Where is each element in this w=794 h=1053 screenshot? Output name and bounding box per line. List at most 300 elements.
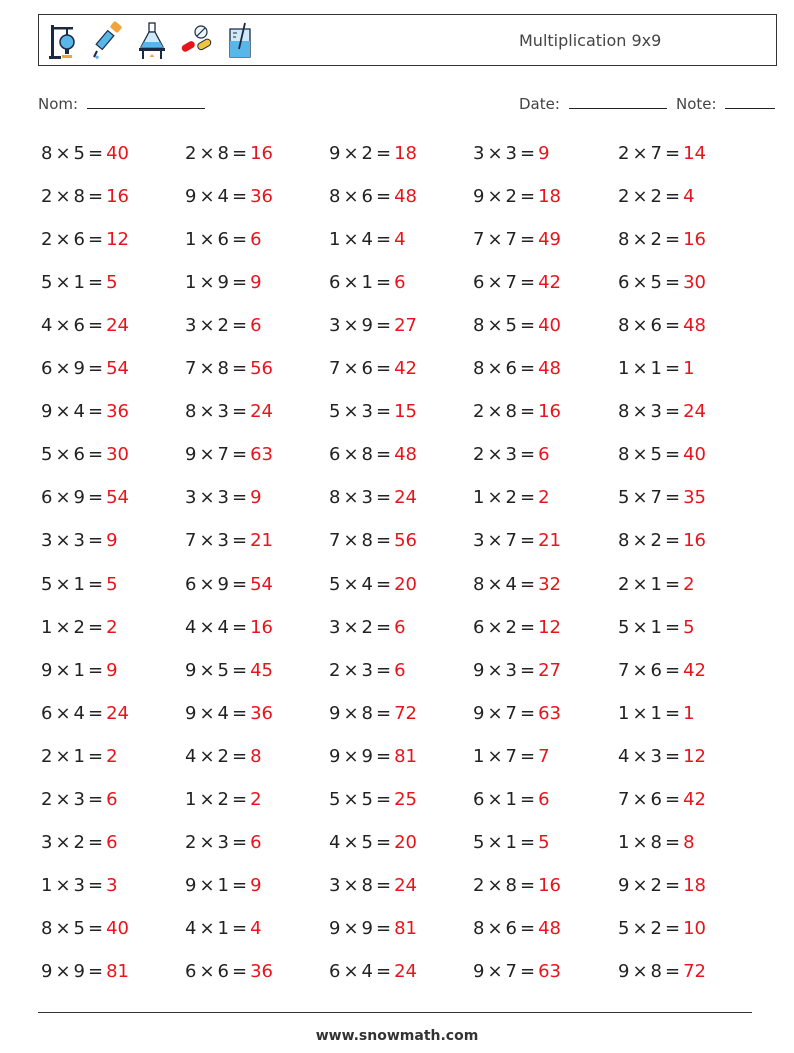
equals-sign: = — [376, 401, 392, 422]
times-sign: × — [343, 789, 359, 810]
times-sign: × — [199, 487, 215, 508]
problem-item — [41, 530, 118, 551]
problem-item — [618, 358, 695, 379]
times-sign: × — [55, 832, 71, 853]
answer: 8 — [250, 746, 262, 767]
problem-item — [618, 272, 706, 293]
factor-a: 8 — [618, 229, 630, 250]
times-sign: × — [487, 875, 503, 896]
factor-b: 3 — [505, 143, 517, 164]
factor-a: 2 — [41, 229, 53, 250]
problem-item — [185, 703, 273, 724]
times-sign: × — [343, 574, 359, 595]
factor-a: 6 — [329, 961, 341, 982]
times-sign: × — [632, 746, 648, 767]
problem-item — [329, 746, 417, 767]
factor-a: 3 — [329, 315, 341, 336]
problem-item — [473, 272, 561, 293]
answer: 24 — [394, 487, 417, 508]
factor-b: 5 — [217, 660, 229, 681]
date-label: Date: — [519, 95, 560, 113]
answer: 2 — [106, 746, 118, 767]
times-sign: × — [343, 272, 359, 293]
factor-b: 9 — [361, 746, 373, 767]
factor-a: 1 — [473, 746, 485, 767]
factor-b: 7 — [505, 961, 517, 982]
factor-b: 2 — [217, 746, 229, 767]
factor-b: 1 — [217, 875, 229, 896]
times-sign: × — [199, 832, 215, 853]
factor-b: 8 — [217, 143, 229, 164]
answer: 27 — [394, 315, 417, 336]
times-sign: × — [487, 703, 503, 724]
factor-b: 6 — [217, 229, 229, 250]
equals-sign: = — [520, 918, 536, 939]
factor-a: 1 — [473, 487, 485, 508]
factor-a: 9 — [41, 401, 53, 422]
equals-sign: = — [376, 574, 392, 595]
factor-a: 9 — [185, 660, 197, 681]
factor-a: 1 — [618, 358, 630, 379]
factor-a: 6 — [473, 272, 485, 293]
equals-sign: = — [520, 229, 536, 250]
times-sign: × — [487, 401, 503, 422]
problem-item — [41, 143, 129, 164]
factor-b: 7 — [505, 746, 517, 767]
factor-b: 3 — [217, 530, 229, 551]
equals-sign: = — [665, 703, 681, 724]
factor-a: 9 — [185, 444, 197, 465]
factor-a: 8 — [185, 401, 197, 422]
problem-item — [473, 186, 561, 207]
answer: 5 — [538, 832, 550, 853]
equals-sign: = — [665, 875, 681, 896]
factor-b: 2 — [361, 143, 373, 164]
factor-a: 6 — [329, 444, 341, 465]
problem-item — [41, 574, 118, 595]
equals-sign: = — [232, 574, 248, 595]
answer: 32 — [538, 574, 561, 595]
factor-b: 4 — [505, 574, 517, 595]
answer: 18 — [394, 143, 417, 164]
equals-sign: = — [232, 832, 248, 853]
equals-sign: = — [520, 186, 536, 207]
problem-item — [329, 574, 417, 595]
factor-a: 9 — [473, 961, 485, 982]
answer: 24 — [683, 401, 706, 422]
equals-sign: = — [376, 530, 392, 551]
factor-a: 9 — [329, 918, 341, 939]
factor-b: 9 — [73, 961, 85, 982]
equals-sign: = — [376, 746, 392, 767]
factor-a: 8 — [329, 186, 341, 207]
problem-item — [185, 617, 273, 638]
times-sign: × — [199, 875, 215, 896]
factor-a: 5 — [329, 574, 341, 595]
factor-b: 7 — [650, 143, 662, 164]
equals-sign: = — [665, 358, 681, 379]
problem-item — [473, 746, 550, 767]
answer: 81 — [394, 918, 417, 939]
factor-a: 9 — [41, 660, 53, 681]
problem-item — [41, 703, 129, 724]
factor-a: 9 — [185, 703, 197, 724]
answer: 5 — [106, 272, 118, 293]
problem-item — [329, 789, 417, 810]
equals-sign: = — [520, 574, 536, 595]
answer: 15 — [394, 401, 417, 422]
times-sign: × — [199, 143, 215, 164]
answer: 45 — [250, 660, 273, 681]
factor-a: 3 — [41, 530, 53, 551]
factor-a: 2 — [329, 660, 341, 681]
factor-a: 1 — [618, 832, 630, 853]
equals-sign: = — [520, 487, 536, 508]
factor-a: 2 — [618, 186, 630, 207]
equals-sign: = — [665, 574, 681, 595]
answer: 63 — [538, 961, 561, 982]
problem-item — [185, 444, 273, 465]
problem-item — [473, 660, 561, 681]
times-sign: × — [55, 875, 71, 896]
factor-a: 4 — [329, 832, 341, 853]
problem-item — [473, 444, 550, 465]
equals-sign: = — [376, 660, 392, 681]
answer: 48 — [538, 358, 561, 379]
factor-b: 1 — [361, 272, 373, 293]
equals-sign: = — [88, 703, 104, 724]
factor-a: 9 — [329, 703, 341, 724]
factor-a: 2 — [185, 143, 197, 164]
problem-item — [329, 358, 417, 379]
times-sign: × — [343, 358, 359, 379]
factor-a: 8 — [473, 918, 485, 939]
answer: 6 — [394, 660, 406, 681]
problem-item — [618, 703, 695, 724]
answer: 21 — [538, 530, 561, 551]
answer: 48 — [394, 444, 417, 465]
note-field — [676, 94, 775, 113]
answer: 36 — [250, 186, 273, 207]
times-sign: × — [199, 401, 215, 422]
factor-b: 7 — [505, 229, 517, 250]
equals-sign: = — [88, 272, 104, 293]
problem-item — [185, 315, 262, 336]
problem-item — [41, 789, 118, 810]
answer: 72 — [683, 961, 706, 982]
factor-b: 3 — [217, 487, 229, 508]
problem-item — [473, 574, 561, 595]
factor-a: 7 — [473, 229, 485, 250]
equals-sign: = — [232, 789, 248, 810]
factor-b: 8 — [73, 186, 85, 207]
factor-b: 2 — [650, 186, 662, 207]
equals-sign: = — [88, 229, 104, 250]
times-sign: × — [487, 530, 503, 551]
times-sign: × — [55, 143, 71, 164]
equals-sign: = — [232, 315, 248, 336]
factor-a: 4 — [185, 746, 197, 767]
answer: 20 — [394, 574, 417, 595]
times-sign: × — [487, 186, 503, 207]
equals-sign: = — [520, 143, 536, 164]
problem-item — [329, 444, 417, 465]
problem-item — [329, 487, 417, 508]
factor-b: 1 — [650, 358, 662, 379]
times-sign: × — [199, 358, 215, 379]
factor-a: 8 — [473, 574, 485, 595]
answer: 6 — [106, 789, 118, 810]
times-sign: × — [632, 186, 648, 207]
factor-b: 7 — [650, 487, 662, 508]
times-sign: × — [55, 272, 71, 293]
problem-item — [329, 143, 417, 164]
times-sign: × — [343, 444, 359, 465]
problem-item — [473, 961, 561, 982]
problem-item — [185, 186, 273, 207]
factor-b: 7 — [505, 272, 517, 293]
problem-item — [185, 143, 273, 164]
factor-b: 6 — [650, 660, 662, 681]
equals-sign: = — [232, 186, 248, 207]
problem-item — [473, 875, 561, 896]
equals-sign: = — [88, 832, 104, 853]
problem-item — [618, 487, 706, 508]
factor-a: 9 — [329, 746, 341, 767]
factor-a: 8 — [329, 487, 341, 508]
times-sign: × — [55, 487, 71, 508]
answer: 12 — [538, 617, 561, 638]
answer: 4 — [394, 229, 406, 250]
times-sign: × — [199, 703, 215, 724]
answer: 16 — [250, 143, 273, 164]
problem-item — [473, 832, 550, 853]
factor-b: 6 — [217, 961, 229, 982]
answer: 6 — [394, 272, 406, 293]
times-sign: × — [487, 832, 503, 853]
equals-sign: = — [376, 875, 392, 896]
problem-item — [41, 444, 129, 465]
factor-a: 9 — [185, 875, 197, 896]
answer: 20 — [394, 832, 417, 853]
equals-sign: = — [232, 272, 248, 293]
answer: 81 — [106, 961, 129, 982]
answer: 9 — [538, 143, 550, 164]
equals-sign: = — [520, 660, 536, 681]
factor-b: 3 — [361, 401, 373, 422]
answer: 42 — [683, 660, 706, 681]
equals-sign: = — [520, 832, 536, 853]
equals-sign: = — [232, 703, 248, 724]
answer: 24 — [106, 315, 129, 336]
equals-sign: = — [520, 530, 536, 551]
problem-item — [329, 703, 417, 724]
factor-a: 7 — [185, 358, 197, 379]
answer: 25 — [394, 789, 417, 810]
note-label: Note: — [676, 95, 717, 113]
answer: 24 — [250, 401, 273, 422]
problem-item — [41, 315, 129, 336]
factor-a: 2 — [473, 401, 485, 422]
factor-a: 7 — [618, 789, 630, 810]
times-sign: × — [199, 617, 215, 638]
factor-b: 9 — [361, 315, 373, 336]
factor-a: 4 — [41, 315, 53, 336]
factor-a: 1 — [329, 229, 341, 250]
answer: 5 — [106, 574, 118, 595]
answer: 5 — [683, 617, 695, 638]
factor-b: 6 — [361, 186, 373, 207]
factor-a: 7 — [329, 530, 341, 551]
equals-sign: = — [665, 832, 681, 853]
factor-b: 7 — [217, 444, 229, 465]
problem-item — [473, 358, 561, 379]
times-sign: × — [343, 229, 359, 250]
factor-a: 1 — [185, 229, 197, 250]
factor-b: 9 — [73, 487, 85, 508]
answer: 54 — [106, 487, 129, 508]
times-sign: × — [487, 358, 503, 379]
answer: 7 — [538, 746, 550, 767]
problem-item — [473, 401, 561, 422]
problem-item — [185, 272, 262, 293]
factor-b: 3 — [217, 401, 229, 422]
factor-b: 2 — [650, 875, 662, 896]
answer: 6 — [538, 789, 550, 810]
name-field — [38, 94, 205, 113]
equals-sign: = — [665, 315, 681, 336]
factor-a: 2 — [41, 186, 53, 207]
times-sign: × — [487, 660, 503, 681]
factor-a: 8 — [618, 315, 630, 336]
times-sign: × — [199, 530, 215, 551]
factor-b: 4 — [73, 401, 85, 422]
equals-sign: = — [88, 444, 104, 465]
equals-sign: = — [665, 961, 681, 982]
times-sign: × — [55, 703, 71, 724]
factor-b: 6 — [650, 789, 662, 810]
factor-b: 2 — [505, 487, 517, 508]
factor-a: 5 — [618, 918, 630, 939]
answer: 42 — [683, 789, 706, 810]
factor-a: 5 — [41, 574, 53, 595]
answer: 48 — [538, 918, 561, 939]
factor-b: 5 — [361, 832, 373, 853]
times-sign: × — [632, 574, 648, 595]
answer: 9 — [250, 272, 262, 293]
factor-b: 4 — [361, 229, 373, 250]
factor-a: 8 — [473, 358, 485, 379]
answer: 2 — [683, 574, 695, 595]
equals-sign: = — [665, 444, 681, 465]
answer: 30 — [106, 444, 129, 465]
factor-b: 9 — [217, 272, 229, 293]
answer: 18 — [683, 875, 706, 896]
factor-b: 5 — [650, 272, 662, 293]
factor-a: 4 — [185, 918, 197, 939]
factor-a: 1 — [41, 617, 53, 638]
factor-a: 6 — [618, 272, 630, 293]
times-sign: × — [55, 789, 71, 810]
times-sign: × — [199, 272, 215, 293]
problem-item — [329, 961, 417, 982]
answer: 24 — [394, 961, 417, 982]
factor-a: 6 — [41, 358, 53, 379]
times-sign: × — [55, 401, 71, 422]
answer: 49 — [538, 229, 561, 250]
answer: 1 — [683, 703, 695, 724]
factor-a: 3 — [473, 530, 485, 551]
factor-a: 2 — [41, 789, 53, 810]
equals-sign: = — [665, 789, 681, 810]
answer: 9 — [106, 530, 118, 551]
times-sign: × — [632, 660, 648, 681]
flask-on-stand-icon — [135, 21, 169, 61]
equals-sign: = — [88, 789, 104, 810]
factor-b: 6 — [73, 229, 85, 250]
problem-item — [618, 186, 695, 207]
times-sign: × — [487, 918, 503, 939]
factor-a: 6 — [329, 272, 341, 293]
equals-sign: = — [88, 617, 104, 638]
factor-b: 8 — [650, 832, 662, 853]
answer: 27 — [538, 660, 561, 681]
factor-a: 1 — [185, 272, 197, 293]
times-sign: × — [632, 875, 648, 896]
equals-sign: = — [88, 401, 104, 422]
equals-sign: = — [520, 444, 536, 465]
equals-sign: = — [520, 315, 536, 336]
answer: 4 — [683, 186, 695, 207]
times-sign: × — [199, 229, 215, 250]
answer: 14 — [683, 143, 706, 164]
factor-b: 8 — [361, 875, 373, 896]
problem-item — [473, 617, 561, 638]
problem-item — [618, 574, 695, 595]
equals-sign: = — [376, 832, 392, 853]
equals-sign: = — [376, 918, 392, 939]
problem-item — [618, 229, 706, 250]
factor-a: 2 — [618, 574, 630, 595]
problem-item — [618, 789, 706, 810]
factor-b: 6 — [361, 358, 373, 379]
times-sign: × — [55, 444, 71, 465]
ring-stand-flask-icon — [47, 21, 81, 61]
problem-item — [329, 401, 417, 422]
factor-a: 3 — [329, 617, 341, 638]
times-sign: × — [343, 315, 359, 336]
factor-b: 1 — [73, 574, 85, 595]
times-sign: × — [343, 875, 359, 896]
times-sign: × — [343, 186, 359, 207]
equals-sign: = — [520, 875, 536, 896]
factor-b: 4 — [217, 186, 229, 207]
factor-b: 1 — [217, 918, 229, 939]
problem-item — [618, 401, 706, 422]
factor-b: 1 — [73, 746, 85, 767]
factor-a: 7 — [329, 358, 341, 379]
problem-item — [473, 530, 561, 551]
factor-a: 2 — [618, 143, 630, 164]
equals-sign: = — [88, 961, 104, 982]
factor-b: 2 — [361, 617, 373, 638]
times-sign: × — [199, 315, 215, 336]
factor-b: 9 — [217, 574, 229, 595]
equals-sign: = — [376, 487, 392, 508]
factor-b: 1 — [73, 660, 85, 681]
problem-item — [618, 444, 706, 465]
equals-sign: = — [376, 229, 392, 250]
